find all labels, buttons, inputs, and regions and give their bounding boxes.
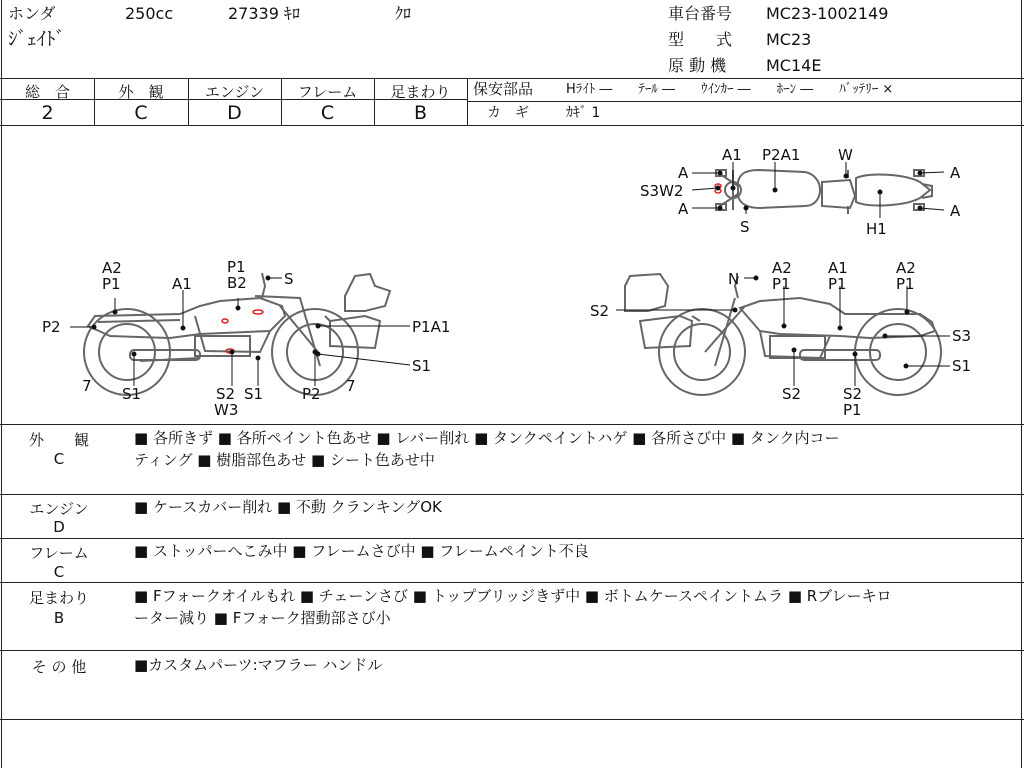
section-border [0, 424, 1024, 425]
chassis-value: MC23-1002149 [766, 4, 889, 23]
section-label: エンジン [29, 500, 89, 518]
section-text: ■ ケースカバー削れ ■ 不動 クランキングOK [134, 498, 442, 516]
score-label: 外 観 [118, 83, 164, 101]
score-label: フレーム [297, 83, 358, 101]
score-value: C [134, 102, 148, 124]
label-top-a-br: A [950, 202, 961, 220]
safety-label: 保安部品 [473, 80, 534, 98]
label-right-s2b: S2 [782, 385, 802, 403]
label-left-p1a: P1 [102, 275, 121, 293]
label-left-p2: P2 [42, 318, 61, 336]
maker: ホンダ [8, 4, 56, 23]
color: ｸﾛ [395, 4, 412, 23]
label-right-s1: S1 [952, 357, 972, 375]
label-left-a2: A2 [102, 259, 122, 277]
section-border [0, 582, 1024, 583]
label-right-p1a: P1 [772, 275, 791, 293]
label-right-s3: S3 [952, 327, 972, 345]
score-label: エンジン [204, 83, 265, 101]
score-top-border [0, 78, 1024, 79]
engine-value: MC14E [766, 56, 822, 75]
section-label: 足まわり [28, 589, 89, 607]
label-right-p1c: P1 [896, 275, 915, 293]
leader-lines [70, 162, 950, 386]
label-left-a1: A1 [172, 275, 192, 293]
key-value: ｶｷﾞ 1 [566, 105, 601, 121]
damage-diagram [0, 126, 1022, 424]
section-border [0, 719, 1024, 720]
label-right-a1: A1 [828, 259, 848, 277]
label-right-a2a: A2 [772, 259, 792, 277]
section-text: ■ Fフォークオイルもれ ■ チェーンさび ■ トップブリッジきず中 ■ ボトムケースペイントムラ ■ Rブレーキロ ーター減り ■ Fフォーク摺動部さび小 [134, 587, 892, 627]
score-value: 2 [41, 102, 54, 124]
label-top-h1: H1 [866, 220, 887, 238]
safety-items: Hﾗｲﾄ ― ﾃｰﾙ ― ｳｲﾝｶｰ ― ﾎｰﾝ ― ﾊﾞｯﾃﾘｰ × [566, 82, 894, 97]
label-left-7a: 7 [82, 377, 92, 395]
section-label: 外 観 [28, 431, 89, 449]
type-value: MC23 [766, 30, 812, 49]
section-label: フレーム [29, 544, 89, 562]
label-left-7b: 7 [346, 377, 356, 395]
label-left-b2: B2 [227, 274, 247, 292]
score-value: D [227, 102, 242, 124]
safety-divider [467, 101, 1022, 102]
label-left-s: S [284, 270, 294, 288]
score-value: C [320, 102, 335, 124]
section-text: ■ ストッパーへこみ中 ■ フレームさび中 ■ フレームペイント不良 [134, 542, 589, 560]
label-right-s2: S2 [590, 302, 610, 320]
label-left-s1b: S1 [244, 385, 264, 403]
label-left-s2: S2 [216, 385, 236, 403]
score-label: 足まわり [390, 83, 451, 101]
section-grade: C [53, 563, 65, 581]
section-border [0, 538, 1024, 539]
section-grade: C [53, 450, 65, 468]
label-left-p2b: P2 [302, 385, 321, 403]
label-top-a1: A1 [722, 146, 742, 164]
section-grade: D [53, 518, 65, 536]
section-text: ■カスタムパーツ:マフラー ハンドル [134, 656, 383, 674]
score-label: 総 合 [24, 83, 70, 101]
label-top-s: S [740, 218, 750, 236]
label-right-a2b: A2 [896, 259, 916, 277]
key-label: カ ギ [487, 105, 529, 121]
section-border [0, 650, 1024, 651]
label-right-p1d: P1 [843, 401, 862, 419]
label-right-p1b: P1 [828, 275, 847, 293]
type-label: 型 式 [668, 30, 733, 49]
label-top-a-tr: A [950, 164, 961, 182]
label-left-w3: W3 [214, 401, 239, 419]
mileage: 27339 ｷﾛ [228, 4, 300, 23]
section-label: そ の 他 [31, 658, 87, 676]
section-grade: B [53, 609, 65, 627]
score-sep [467, 78, 468, 125]
label-left-s1r: S1 [412, 357, 432, 375]
score-value: B [413, 102, 428, 124]
section-text: ■ 各所きず ■ 各所ペイント色あせ ■ レバー削れ ■ タンクペイントハゲ ■ 各所さび中 ■ タンク内コー ティング ■ 樹脂部色あせ ■ シート色あせ中 [134, 429, 840, 469]
label-left-s1a: S1 [122, 385, 142, 403]
label-top-s3w2: S3W2 [640, 182, 684, 200]
section-border [0, 494, 1024, 495]
label-top-p2a1: P2A1 [762, 146, 801, 164]
model-name: ｼﾞｪｲﾄﾞ [8, 28, 66, 50]
label-right-s2c: S2 [843, 385, 863, 403]
displacement: 250cc [125, 4, 174, 23]
chassis-label: 車台番号 [668, 4, 733, 23]
label-top-w: W [838, 146, 853, 164]
label-left-p1a1: P1A1 [412, 318, 451, 336]
engine-label: 原 動 機 [668, 56, 727, 75]
label-top-a-bl: A [678, 200, 689, 218]
label-right-n: N [728, 270, 740, 288]
label-left-p1b: P1 [227, 258, 246, 276]
label-top-a-tl: A [678, 164, 689, 182]
